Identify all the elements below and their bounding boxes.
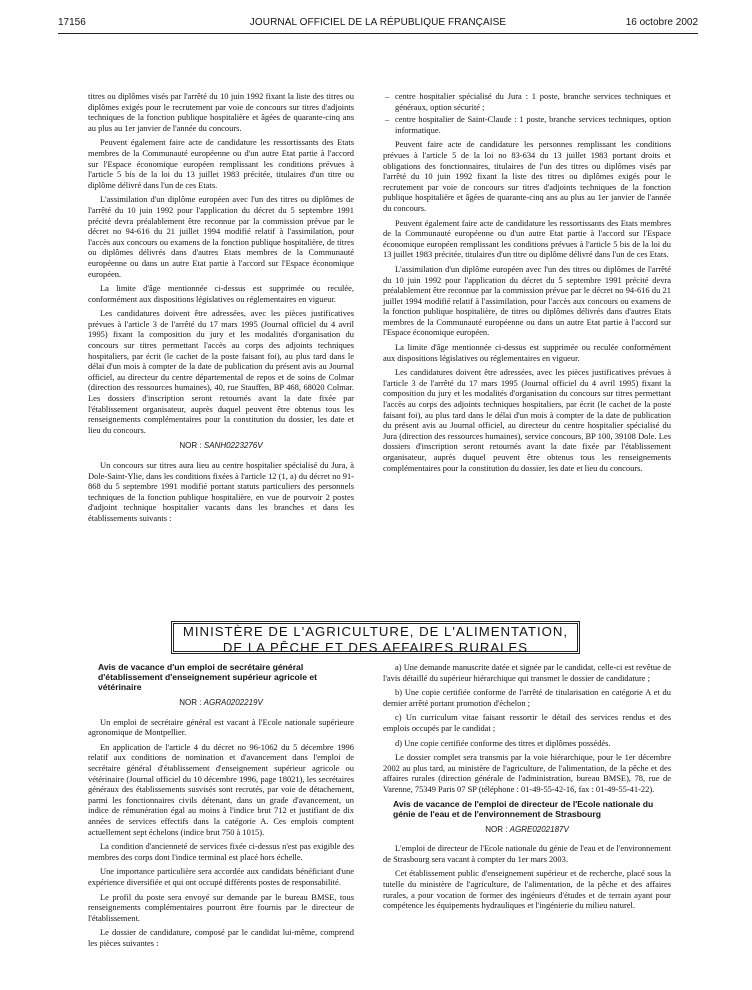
paragraph: Un concours sur titres aura lieu au centre hospitalier spécialisé du Jura, à Dole-Saint-Ylie, dans les conditions fixées à l'article 12 (1, a) du décret no 91-868 du 5 septembre 1991 modifié portant statuts particuliers des personnels techniques de la fonction publique hospitalière, en vue de pourvoir 2 postes d'adjoint technique hospitalier vacants dans les branches et dans les établissements suivants :	[88, 460, 354, 523]
paragraph: Peuvent faire acte de candidature les personnes remplissant les conditions prévues à l'article 5 de la loi no 83-634 du 13 juillet 1983 portant droits et obligations des fonctionnaires, titulaires de l'un des titres ou diplômes visés par l'arrêté du 10 juin 1992 fixant la liste des titres ou diplômes exigés pour le recrutement par voie de concours sur titres d'adjoints techniques de la fonction publique hospitalière et âgées de quarante-cinq ans au plus au 1er janvier de l'année du concours.	[383, 139, 671, 213]
right-column-top	[383, 91, 671, 477]
paragraph: titres ou diplômes visés par l'arrêté du 10 juin 1992 fixant la liste des titres ou diplômes exigés pour le recrutement par voie de concours sur titres d'adjoints techniques de la fonction publique hospitalière et âgées de quarante-cinq ans au plus au 1er janvier de l'année du concours.	[88, 91, 354, 133]
paragraph: La limite d'âge mentionnée ci-dessus est supprimée ou reculée, conformément aux dispositions législatives ou réglementaires en vigueur.	[88, 283, 354, 304]
paragraph: L'assimilation d'un diplôme européen avec l'un des titres ou diplômes de l'arrêté du 10 juin 1992 pour l'application du décret du 5 septembre 1991 précité devra préalablement être reconnue par la commission prévue par le décret no 94-616 du 21 juillet 1994 modifié relatif à l'assimilation, pour l'accès aux concours ou examens de la fonction publique hospitalière, de titres ou diplômes délivrés dans d'autres Etats membres de la Communauté européenne ou dans un autre Etat partie à l'accord sur l'Espace économique européen.	[88, 194, 354, 279]
paragraph: c) Un curriculum vitae faisant ressortir le détail des services rendus et des emplois occupés par le candidat ;	[383, 712, 671, 733]
nor-reference	[88, 441, 354, 452]
publication-date: 16 octobre 2002	[625, 17, 698, 28]
paragraph: Un emploi de secrétaire général est vacant à l'Ecole nationale supérieure agronomique de Montpellier.	[88, 716, 354, 738]
nor-code: AGRA0202219V	[203, 698, 263, 707]
page-header	[58, 17, 698, 33]
page-number: 17156	[58, 17, 86, 28]
right-column-bottom	[383, 662, 671, 915]
list-item: – centre hospitalier spécialisé du Jura : 1 poste, branche services techniques et généraux, option sécurité ;	[383, 91, 671, 112]
nor-label: NOR :	[485, 824, 508, 834]
posts-list	[383, 91, 671, 135]
nor-reference	[383, 825, 671, 836]
paragraph: Le dossier complet sera transmis par la voie hiérarchique, pour le 1er décembre 2002 au plus tard, au ministère de l'agriculture, de l'alimentation, de la pêche et des affaires rurales (direction générale de l'administration, bureau BMSE), 78, rue de Varenne, 75349 Paris 07 SP (téléphone : 01-49-55-42-16, fax : 01-49-55-41-22).	[383, 752, 671, 794]
paragraph: La limite d'âge mentionnée ci-dessus est supprimée ou reculée conformément aux dispositions législatives ou réglementaires en vigueur.	[383, 342, 671, 363]
paragraph: b) Une copie certifiée conforme de l'arrêté de titularisation en catégorie A et du dernier arrêté portant promotion d'échelon ;	[383, 687, 671, 708]
ministry-title-line-2: DE LA PÊCHE ET DES AFFAIRES RURALES	[222, 639, 529, 655]
paragraph: d) Une copie certifiée conforme des titres et diplômes possédés.	[395, 737, 611, 748]
nor-label: NOR :	[179, 441, 202, 451]
paragraph: Peuvent également faire acte de candidature les ressortissants des Etats membres de la Communauté européenne ou d'un autre Etat partie à l'accord sur l'Espace économique européen remplissant les conditions prévues à l'article 5 bis de la loi du 13 juillet 1983 précitée, titulaires d'un titre ou diplôme délivré dans l'un de ces Etats.	[383, 217, 671, 260]
left-column-bottom	[88, 662, 354, 952]
paragraph: Les candidatures doivent être adressées, avec les pièces justificatives prévues à l'article 3 de l'arrêté du 17 mars 1995 (Journal officiel du 4 avril 1995) fixant la composition du jury et les modalités d'organisation du concours sur titres permettant l'accès au corps des adjoints techniques hospitaliers, par écrit (le cachet de la poste faisant foi), au plus tard dans le délai d'un mois à compter de la date de publication du présent avis au Journal officiel, au directeur du centre hospitalier spécialisé du Jura (direction des ressources humaines), service concours, BP 100, 39108 Dole. Les dossiers d'inscription seront retournés avant la date fixée par l'établissement organisateur, auprès duquel peuvent être obtenus tous les renseignements complémentaires pour la constitution du dossier, les date et lieu du concours.	[383, 367, 671, 473]
paragraph: a) Une demande manuscrite datée et signée par le candidat, celle-ci est revêtue de l'avis détaillé du supérieur hiérarchique qui transmet le dossier de candidature ;	[383, 662, 671, 683]
notice-heading: Avis de vacance d'un emploi de secrétaire général d'établissement d'enseignement supérieur agricole et vétérinaire	[98, 662, 317, 692]
paragraph: Cet établissement public d'enseignement supérieur et de recherche, placé sous la tutelle du ministère de l'agriculture, de l'alimentation, de la pêche et des affaires rurales, a pour vocation de former des ingénieurs d'études et de terrain ayant pour compétence les équipements hydrauliques et l'ingénierie du milieu naturel.	[383, 868, 671, 911]
paragraph: Les candidatures doivent être adressées, avec les pièces justificatives prévues à l'article 3 de l'arrêté du 17 mars 1995 (Journal officiel du 4 avril 1995) fixant la composition du jury et les modalités d'organisation du concours sur titres permettant l'accès au corps des adjoints techniques hospitaliers, par écrit (le cachet de la poste faisant foi), au plus tard dans le délai d'un mois à compter de la date de publication du présent avis au Journal officiel, au directeur du centre départemental de repos et de soins de Colmar (direction des ressources humaines), 40, rue Stauffen, BP 468, 68020 Colmar. Les dossiers d'inscription seront retournés avant la date fixée par l'établissement organisateur, auprès duquel peuvent être obtenus tous les renseignements complémentaires pour la constitution du dossier, les date et lieu du concours.	[88, 308, 354, 435]
header-rule	[58, 33, 698, 34]
nor-code: AGRE0202187V	[509, 824, 569, 834]
nor-label: NOR :	[179, 698, 202, 707]
paragraph: Une importance particulière sera accordée aux candidats bénéficiant d'une expérience diversifiée et qui ont occupé différents postes de responsabilité.	[88, 866, 354, 887]
notice-heading: Avis de vacance de l'emploi de directeur de l'Ecole nationale du génie de l'eau et de l'environnement de Strasbourg	[393, 798, 654, 819]
ministry-banner	[171, 621, 580, 654]
left-column-top	[88, 91, 354, 528]
list-item: – centre hospitalier de Saint-Claude : 1 poste, branche services techniques, option informatique.	[383, 114, 671, 135]
paragraph: Le dossier de candidature, composé par le candidat lui-même, comprend les pièces suivantes :	[88, 927, 354, 948]
paragraph: En application de l'article 4 du décret no 96-1062 du 5 décembre 1996 relatif aux conditions de nomination et d'avancement dans l'emploi de secrétaire général d'établissement d'enseignement supérieur agricole ou vétérinaire (Journal officiel du 10 décembre 1996, page 18021), les secrétaires généraux des établissements susvisés sont recrutés, par voie de détachement, parmi les fonctionnaires civils détenant, dans un grade d'avancement, un indice de rémunération égal au moins à l'indice brut 712 et justifiant de dix années de services effectifs dans la catégorie A. Ces emplois comptent actuellement sept échelons (indice brut 750 à 1015).	[88, 741, 354, 837]
paragraph: Peuvent également faire acte de candidature les ressortissants des Etats membres de la Communauté européenne ou d'un autre Etat partie à l'accord sur l'Espace économique européen remplissant les conditions prévues à l'article 5 bis de la loi du 13 juillet 1983 précitée, titulaires d'un titre ou diplôme délivré dans l'un de ces Etats.	[88, 137, 354, 190]
journal-title: JOURNAL OFFICIEL DE LA RÉPUBLIQUE FRANÇAISE	[249, 17, 507, 28]
paragraph: L'emploi de directeur de l'Ecole nationale du génie de l'eau et de l'environnement de Strasbourg sera vacant à compter du 1er mars 2003.	[383, 843, 671, 864]
paragraph: L'assimilation d'un diplôme européen avec l'un des titres ou diplômes de l'arrêté du 10 juin 1992 pour l'application du décret du 5 septembre 1991 précité devra préalablement être reconnue par la commission prévue par le décret no 94-616 du 21 juillet 1994 modifié relatif à l'assimilation, pour l'accès aux concours ou examens de la fonction publique hospitalière, de titres ou diplômes délivrés dans d'autres Etats membres de la Communauté européenne ou dans un autre Etat partie à l'accord sur l'Espace économique européen.	[383, 263, 671, 338]
ministry-title-line-1: MINISTÈRE DE L'AGRICULTURE, DE L'ALIMENTATION,	[182, 624, 569, 639]
paragraph: La condition d'ancienneté de services fixée ci-dessus n'est pas exigible des membres des corps dont l'indice terminal est placé hors échelle.	[88, 841, 354, 862]
nor-code: SANH0223276V	[203, 441, 263, 451]
paragraph: Le profil du poste sera envoyé sur demande par le bureau BMSE, tous renseignements complémentaires pourront être fournis par le directeur de l'établissement.	[88, 891, 354, 923]
nor-reference	[88, 698, 354, 709]
